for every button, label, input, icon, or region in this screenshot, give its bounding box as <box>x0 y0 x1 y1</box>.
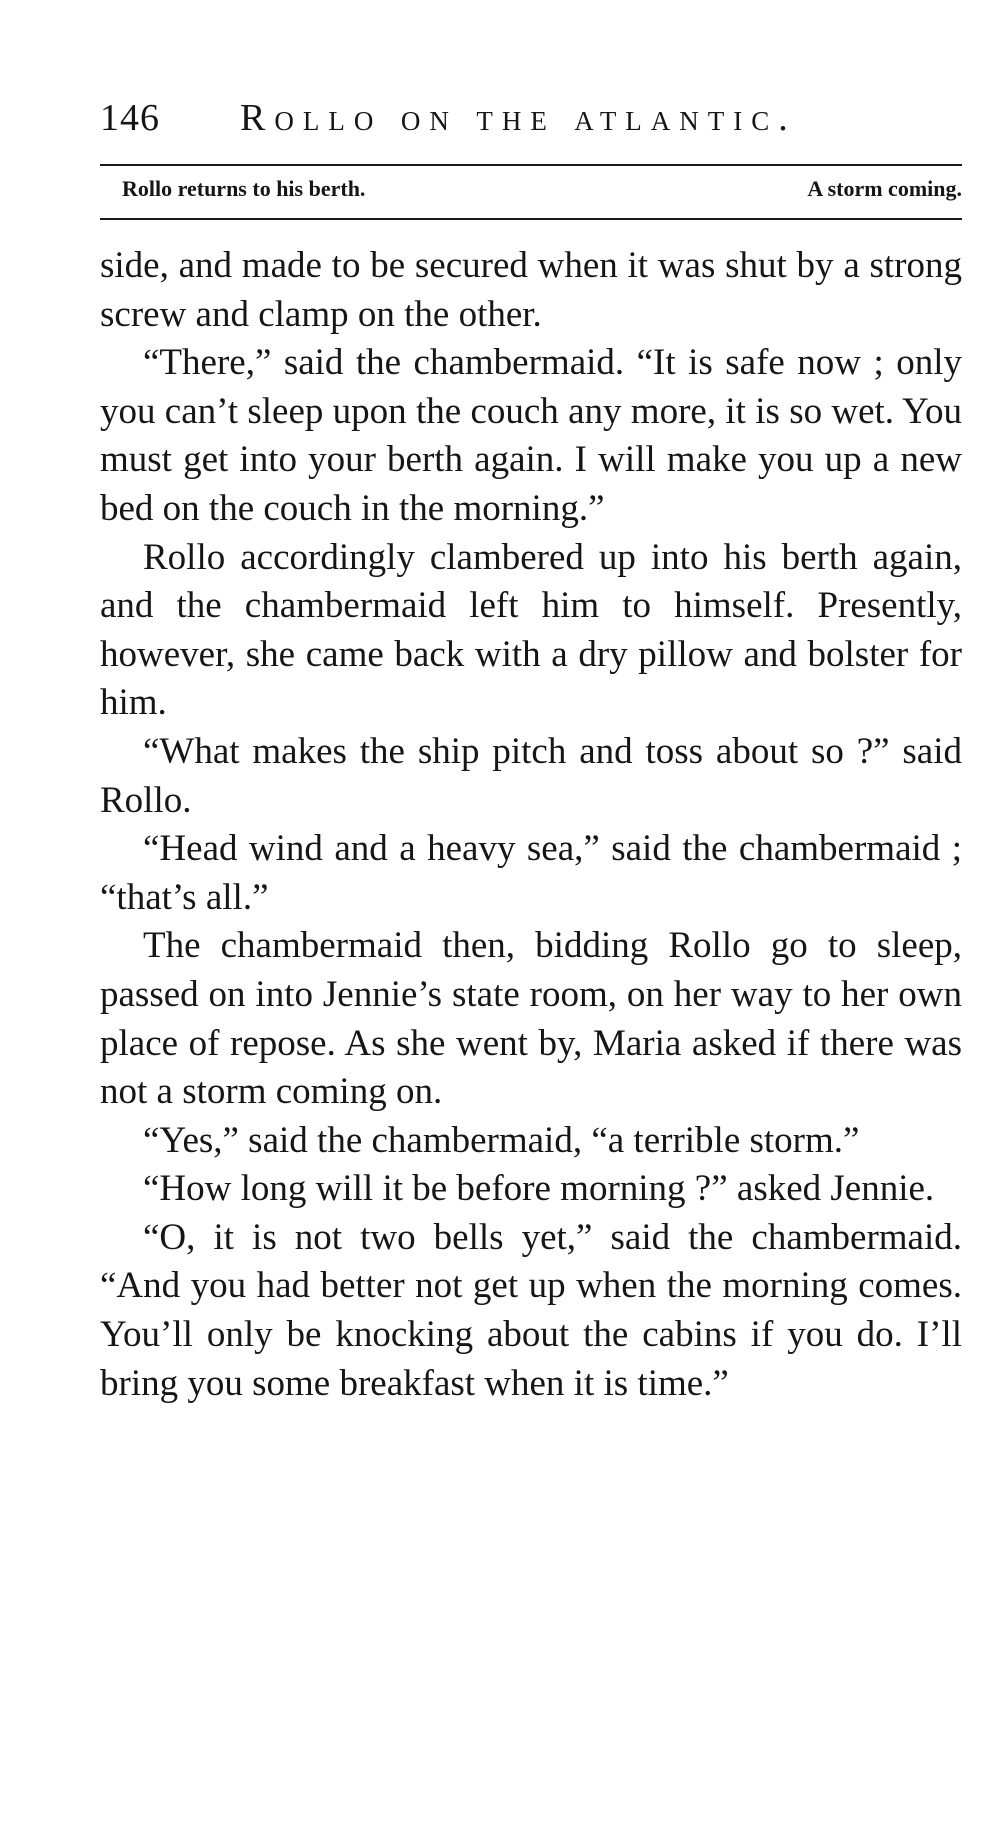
section-subheads <box>100 176 962 208</box>
paragraph: “There,” said the chambermaid. “It is safe now ; only you can’t sleep upon the couch any more, it is so wet. You must get into your berth again. I will make you up a new bed on the couch in the morning.” <box>100 342 962 529</box>
subhead-right: A storm coming. <box>807 176 962 201</box>
body-text <box>100 242 962 1408</box>
paragraph: “Head wind and a heavy sea,” said the chambermaid ; “that’s all.” <box>100 828 962 918</box>
header-bottom-rule <box>100 218 962 220</box>
page-number: 146 <box>100 97 160 139</box>
paragraph: “What makes the ship pitch and toss about so ?” said Rollo. <box>100 730 962 821</box>
header-top-rule <box>100 164 962 166</box>
paragraph: “How long will it be before morning ?” asked Jennie. <box>143 1168 935 1210</box>
paragraph: “Yes,” said the chambermaid, “a terrible storm.” <box>143 1119 860 1161</box>
paragraph: The chambermaid then, bidding Rollo go to sleep, passed on into Jennie’s state room, on her way to her own place of repose. As she went by, Maria asked if there was not a storm coming on. <box>100 925 962 1113</box>
paragraph: “O, it is not two bells yet,” said the chambermaid. “And you had better not get up when the morning comes. You’ll only be knocking about the cabins if you do. I’ll bring you some breakfast when it is time.” <box>100 1216 962 1404</box>
paragraph-continued: side, and made to be secured when it was shut by a strong screw and clamp on the other. <box>100 245 962 335</box>
book-page <box>100 0 962 1826</box>
running-head <box>100 96 962 146</box>
subhead-left: Rollo returns to his berth. <box>122 176 366 201</box>
book-title: Rollo on the atlantic. <box>240 97 797 139</box>
paragraph: Rollo accordingly clambered up into his berth again, and the chambermaid left him to himself. Presently, however, she came back with a dry pillow and bolster for him. <box>100 536 962 724</box>
